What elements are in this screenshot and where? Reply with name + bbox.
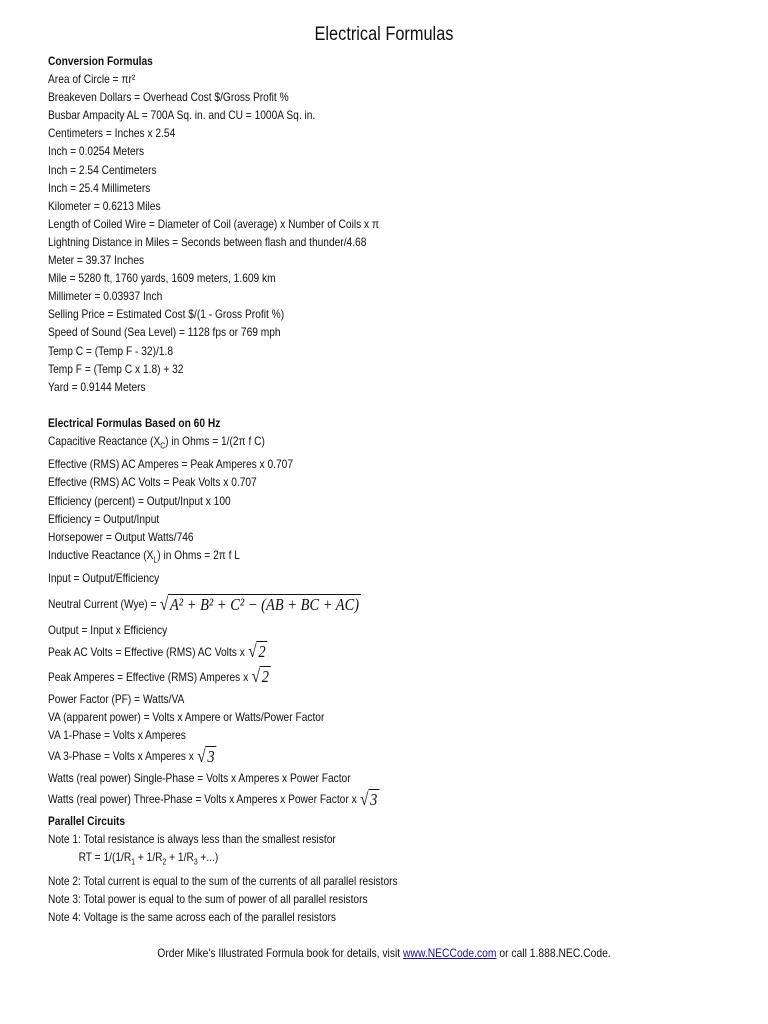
formula-capacitive-reactance: Capacitive Reactance $(X_C)$ in Ohms = 1/(2π f C) — [48, 433, 265, 451]
conversion-formula-11: Mile = 5280 ft, 1760 yards, 1609 meters, 1.609 km — [48, 271, 276, 286]
conversion-formula-12: Millimeter = 0.03937 Inch — [48, 289, 163, 304]
conversion-formula-0: Area of Circle = πr² — [48, 72, 136, 87]
neutral-current-expression: √ A² + B² + C² − (AB + BC + AC) — [159, 593, 360, 614]
formula-va-apparent: VA (apparent power) = Volts x Ampere or Watts/Power Factor — [48, 709, 325, 724]
formula-sheet — [48, 52, 748, 926]
footer — [54, 946, 714, 960]
formula-neutral-current: Neutral Current (Wye) = √ A² + B² + C² − (AB + BC + AC) — [48, 593, 360, 614]
formula-output: Output = Input x Efficiency — [48, 623, 168, 638]
conversion-formula-2: Busbar Ampacity AL = 700A Sq. in. and CU = 1000A Sq. in. — [48, 108, 316, 123]
formula-peak-volts: Peak AC Volts = Effective (RMS) AC Volts x √ 2 — [48, 641, 266, 662]
neccode-link[interactable]: www.NECCode.com — [403, 946, 497, 960]
formula-power-factor: Power Factor (PF) = Watts/VA — [48, 691, 185, 706]
parallel-note-3: Note 3: Total power is equal to the sum of power of all parallel resistors — [48, 891, 368, 906]
formula-va-1-phase: VA 1-Phase = Volts x Amperes — [48, 727, 186, 742]
formula-watts-single-phase: Watts (real power) Single-Phase = Volts x Amperes x Power Factor — [48, 770, 351, 785]
electrical-list — [48, 455, 748, 545]
footer-prefix: Order Mike's Illustrated Formula book for details, visit — [157, 946, 404, 960]
formula-total-resistance: RT = $1/(1/R_1 + 1/R_2 + 1/R_3$ +...) — [78, 850, 219, 867]
page-title: Electrical Formulas — [314, 24, 454, 45]
electrical-formula-4: Horsepower = Output Watts/746 — [48, 529, 194, 544]
formula-inductive-reactance: Inductive Reactance $(X_L)$ in Ohms = 2π f L — [48, 547, 240, 565]
parallel-note-2: Note 2: Total current is equal to the sum of the currents of all parallel resistors — [48, 873, 398, 888]
section-heading-parallel: Parallel Circuits — [48, 813, 126, 828]
conversion-formula-15: Temp C = (Temp F - 32)/1.8 — [48, 343, 173, 358]
conversion-formula-17: Yard = 0.9144 Meters — [48, 379, 146, 394]
conversion-formula-13: Selling Price = Estimated Cost $/(1 - Gross Profit %) — [48, 307, 285, 322]
conversion-formula-6: Inch = 25.4 Millimeters — [48, 180, 151, 195]
formula-input: Input = Output/Efficiency — [48, 571, 160, 586]
conversion-formula-3: Centimeters = Inches x 2.54 — [48, 126, 176, 141]
conversion-formula-10: Meter = 39.37 Inches — [48, 253, 145, 268]
formula-peak-amperes: Peak Amperes = Effective (RMS) Amperes x √2 — [48, 666, 269, 687]
formula-va-3-phase: VA 3-Phase = Volts x Amperes x √ 3 — [48, 745, 215, 766]
parallel-note-1: Note 1: Total resistance is always less than the smallest resistor — [48, 831, 336, 846]
electrical-formula-1: Effective (RMS) AC Volts = Peak Volts x 0.707 — [48, 475, 257, 490]
conversion-formula-16: Temp F = (Temp C x 1.8) + 32 — [48, 361, 184, 376]
footer-suffix: or call 1.888.NEC.Code. — [496, 946, 611, 960]
section-heading-conversion: Conversion Formulas — [48, 54, 153, 68]
conversion-formula-5: Inch = 2.54 Centimeters — [48, 162, 157, 177]
conversion-list — [48, 70, 748, 396]
section-heading-electrical: Electrical Formulas Based on 60 Hz — [48, 415, 221, 430]
electrical-formula-3: Efficiency = Output/Input — [48, 511, 160, 526]
conversion-formula-14: Speed of Sound (Sea Level) = 1128 fps or 769 mph — [48, 325, 281, 340]
conversion-formula-8: Length of Coiled Wire = Diameter of Coil (average) x Number of Coils x π — [48, 216, 380, 231]
conversion-formula-1: Breakeven Dollars = Overhead Cost $/Gross Profit % — [48, 90, 289, 105]
electrical-formula-0: Effective (RMS) AC Amperes = Peak Amperes x 0.707 — [48, 457, 294, 472]
formula-watts-three-phase: Watts (real power) Three-Phase = Volts x Amperes x Power Factor x √ 3 — [48, 788, 378, 809]
conversion-formula-9: Lightning Distance in Miles = Seconds between flash and thunder/4.68 — [48, 234, 367, 249]
parallel-note-4: Note 4: Voltage is the same across each of the parallel resistors — [48, 909, 337, 924]
conversion-formula-7: Kilometer = 0.6213 Miles — [48, 198, 161, 213]
conversion-formula-4: Inch = 0.0254 Meters — [48, 144, 145, 159]
electrical-formula-2: Efficiency (percent) = Output/Input x 100 — [48, 493, 231, 508]
